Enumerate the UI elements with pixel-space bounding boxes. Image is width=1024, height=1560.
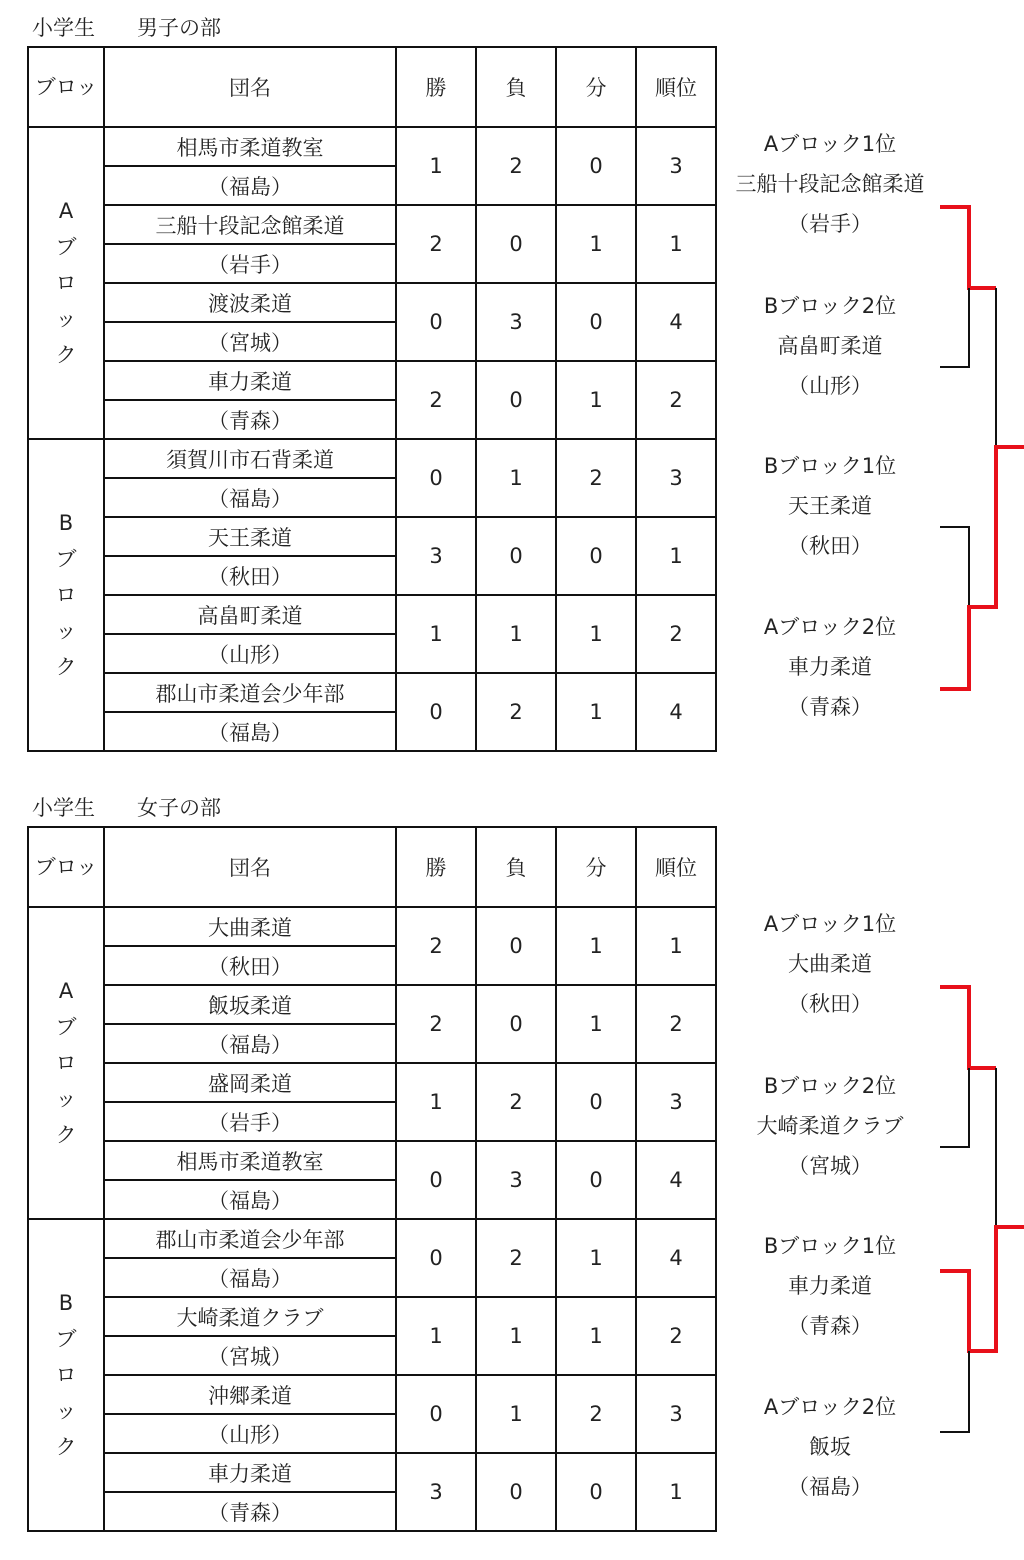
rank: 2 (636, 595, 716, 673)
win-count: 1 (396, 127, 476, 205)
loss-count: 2 (476, 673, 556, 751)
rank: 1 (636, 907, 716, 985)
block-label: Bブロック (55, 1291, 77, 1459)
bracket-place: Aブロック2位 (763, 1395, 897, 1419)
loss-count: 0 (476, 985, 556, 1063)
team-prefecture: （宮城） (104, 322, 396, 361)
bracket-lines (720, 0, 1024, 780)
draw-count: 0 (556, 127, 636, 205)
team-prefecture: （福島） (104, 712, 396, 751)
table-row (28, 1141, 716, 1180)
bracket-team: 三船十段記念館柔道 (735, 172, 925, 196)
bracket-pref: （秋田） (788, 992, 872, 1016)
team-name: 相馬市柔道教室 (104, 127, 396, 166)
team-name: 郡山市柔道会少年部 (104, 1219, 396, 1258)
team-prefecture: （宮城） (104, 1336, 396, 1375)
girls-results-table (27, 826, 717, 1532)
block-label-cell (28, 439, 104, 751)
rank: 3 (636, 439, 716, 517)
bracket-pref: （福島） (788, 1475, 872, 1499)
loss-count: 0 (476, 205, 556, 283)
bracket-line-bottom-loser (940, 527, 969, 607)
bracket-lines (720, 780, 1024, 1560)
table-row (28, 283, 716, 322)
table-row (28, 1375, 716, 1414)
girls-title: 小学生 女子の部 (32, 796, 221, 820)
draw-count: 2 (556, 439, 636, 517)
team-prefecture: （青森） (104, 400, 396, 439)
team-prefecture: （岩手） (104, 1102, 396, 1141)
block-label-cell (28, 907, 104, 1219)
team-name: 飯坂柔道 (104, 985, 396, 1024)
header-draw: 分 (556, 827, 636, 907)
team-name: 車力柔道 (104, 361, 396, 400)
team-name: 大曲柔道 (104, 907, 396, 946)
team-name: 盛岡柔道 (104, 1063, 396, 1102)
block-label: Bブロック (55, 511, 77, 679)
loss-count: 1 (476, 439, 556, 517)
table-row (28, 673, 716, 712)
team-prefecture: （福島） (104, 1024, 396, 1063)
team-prefecture: （山形） (104, 1414, 396, 1453)
boys-bracket (720, 0, 1020, 780)
win-count: 2 (396, 205, 476, 283)
table-row (28, 205, 716, 244)
header-block: ブロッ (28, 47, 104, 127)
header-loss: 負 (476, 47, 556, 127)
loss-count: 3 (476, 283, 556, 361)
loss-count: 1 (476, 1297, 556, 1375)
rank: 2 (636, 985, 716, 1063)
table-row (28, 127, 716, 166)
bracket-team: 車力柔道 (788, 1274, 872, 1298)
table-row (28, 1453, 716, 1492)
draw-count: 0 (556, 517, 636, 595)
bracket-place: Bブロック2位 (763, 294, 897, 318)
girls-section (0, 780, 1024, 1551)
win-count: 1 (396, 595, 476, 673)
win-count: 0 (396, 439, 476, 517)
bracket-pref: （山形） (788, 374, 872, 398)
block-label: Aブロック (55, 979, 77, 1147)
team-name: 相馬市柔道教室 (104, 1141, 396, 1180)
block-label-cell (28, 127, 104, 439)
rank: 4 (636, 673, 716, 751)
team-name: 天王柔道 (104, 517, 396, 556)
draw-count: 1 (556, 1297, 636, 1375)
bracket-team: 天王柔道 (788, 494, 872, 518)
team-name: 車力柔道 (104, 1453, 396, 1492)
header-row (28, 47, 716, 127)
win-count: 3 (396, 1453, 476, 1531)
team-prefecture: （福島） (104, 166, 396, 205)
header-team: 団名 (104, 827, 396, 907)
win-count: 2 (396, 985, 476, 1063)
bracket-pref: （岩手） (788, 212, 872, 236)
table-row (28, 1063, 716, 1102)
loss-count: 0 (476, 517, 556, 595)
bracket-team: 高畠町柔道 (777, 334, 883, 358)
rank: 4 (636, 1141, 716, 1219)
header-loss: 負 (476, 827, 556, 907)
bracket-place: Bブロック1位 (763, 454, 897, 478)
bracket-pref: （秋田） (788, 534, 872, 558)
draw-count: 1 (556, 673, 636, 751)
rank: 3 (636, 1375, 716, 1453)
header-block: ブロッ (28, 827, 104, 907)
table-row (28, 361, 716, 400)
bracket-team: 車力柔道 (788, 655, 872, 679)
boys-title: 小学生 男子の部 (32, 16, 221, 40)
table-row (28, 517, 716, 556)
team-prefecture: （福島） (104, 478, 396, 517)
win-count: 1 (396, 1063, 476, 1141)
block-label-cell (28, 1219, 104, 1531)
rank: 1 (636, 517, 716, 595)
loss-count: 2 (476, 127, 556, 205)
win-count: 2 (396, 907, 476, 985)
table-row (28, 439, 716, 478)
rank: 2 (636, 361, 716, 439)
rank: 3 (636, 1063, 716, 1141)
draw-count: 0 (556, 1063, 636, 1141)
rank: 2 (636, 1297, 716, 1375)
loss-count: 1 (476, 1375, 556, 1453)
header-row (28, 827, 716, 907)
header-rank: 順位 (636, 827, 716, 907)
draw-count: 2 (556, 1375, 636, 1453)
loss-count: 0 (476, 907, 556, 985)
team-name: 渡波柔道 (104, 283, 396, 322)
header-draw: 分 (556, 47, 636, 127)
team-prefecture: （山形） (104, 634, 396, 673)
team-name: 高畠町柔道 (104, 595, 396, 634)
bracket-team: 大曲柔道 (788, 952, 872, 976)
team-prefecture: （秋田） (104, 556, 396, 595)
team-prefecture: （福島） (104, 1258, 396, 1297)
bracket-line-bottom-loser (940, 1351, 969, 1432)
win-count: 0 (396, 1141, 476, 1219)
team-prefecture: （岩手） (104, 244, 396, 283)
bracket-team: 大崎柔道クラブ (756, 1114, 904, 1138)
team-name: 大崎柔道クラブ (104, 1297, 396, 1336)
team-name: 郡山市柔道会少年部 (104, 673, 396, 712)
team-name: 三船十段記念館柔道 (104, 205, 396, 244)
table-row (28, 907, 716, 946)
rank: 1 (636, 205, 716, 283)
header-win: 勝 (396, 47, 476, 127)
team-name: 沖郷柔道 (104, 1375, 396, 1414)
team-prefecture: （福島） (104, 1180, 396, 1219)
bracket-pref: （青森） (788, 1314, 872, 1338)
bracket-line-top-loser (940, 1068, 969, 1147)
boys-results-table (27, 46, 717, 752)
draw-count: 1 (556, 907, 636, 985)
loss-count: 0 (476, 361, 556, 439)
bracket-line-bottom-winner (940, 447, 1024, 689)
draw-count: 0 (556, 283, 636, 361)
bracket-line-bottom-winner (940, 1227, 1024, 1351)
bracket-pref: （宮城） (788, 1154, 872, 1178)
bracket-pref: （青森） (788, 695, 872, 719)
header-rank: 順位 (636, 47, 716, 127)
bracket-team: 飯坂 (809, 1435, 851, 1459)
win-count: 3 (396, 517, 476, 595)
bracket-place: Aブロック1位 (763, 912, 897, 936)
header-team: 団名 (104, 47, 396, 127)
team-name: 須賀川市石背柔道 (104, 439, 396, 478)
bracket-place: Bブロック2位 (763, 1074, 897, 1098)
loss-count: 1 (476, 595, 556, 673)
draw-count: 1 (556, 205, 636, 283)
win-count: 0 (396, 1219, 476, 1297)
bracket-line-top-winner (940, 987, 996, 1068)
bracket-place: Aブロック2位 (763, 615, 897, 639)
rank: 4 (636, 283, 716, 361)
bracket-line-top-loser (940, 288, 969, 367)
draw-count: 1 (556, 595, 636, 673)
win-count: 2 (396, 361, 476, 439)
team-prefecture: （青森） (104, 1492, 396, 1531)
win-count: 0 (396, 283, 476, 361)
girls-bracket (720, 780, 1020, 1551)
rank: 3 (636, 127, 716, 205)
rank: 4 (636, 1219, 716, 1297)
win-count: 0 (396, 1375, 476, 1453)
loss-count: 3 (476, 1141, 556, 1219)
table-row (28, 985, 716, 1024)
bracket-place: Aブロック1位 (763, 132, 897, 156)
loss-count: 2 (476, 1063, 556, 1141)
draw-count: 0 (556, 1141, 636, 1219)
bracket-place: Bブロック1位 (763, 1234, 897, 1258)
draw-count: 1 (556, 361, 636, 439)
header-win: 勝 (396, 827, 476, 907)
win-count: 0 (396, 673, 476, 751)
team-prefecture: （秋田） (104, 946, 396, 985)
win-count: 1 (396, 1297, 476, 1375)
table-row (28, 1297, 716, 1336)
rank: 1 (636, 1453, 716, 1531)
bracket-line-top-winner (940, 207, 996, 288)
loss-count: 0 (476, 1453, 556, 1531)
draw-count: 0 (556, 1453, 636, 1531)
loss-count: 2 (476, 1219, 556, 1297)
table-row (28, 595, 716, 634)
table-row (28, 1219, 716, 1258)
draw-count: 1 (556, 1219, 636, 1297)
draw-count: 1 (556, 985, 636, 1063)
block-label: Aブロック (55, 199, 77, 367)
